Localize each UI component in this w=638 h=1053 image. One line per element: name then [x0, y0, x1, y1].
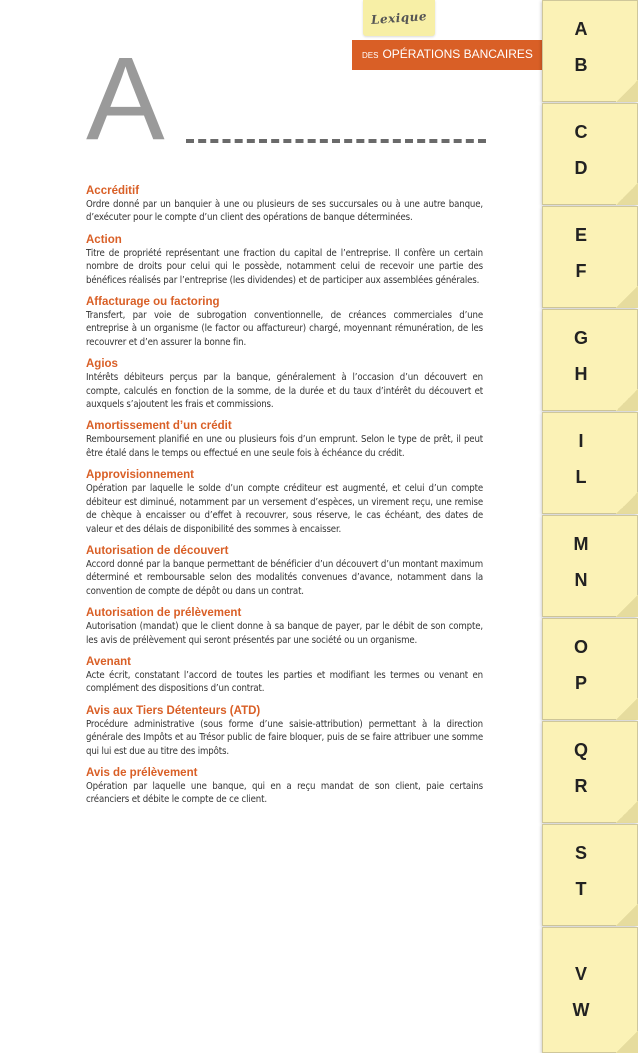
index-letter[interactable]: I — [578, 431, 584, 451]
glossary-entry — [86, 606, 483, 647]
glossary-entry — [86, 655, 483, 696]
entry-term: Avis aux Tiers Détenteurs (ATD) — [86, 704, 261, 717]
entry-term: Amortissement d’un crédit — [86, 420, 232, 433]
section-banner — [352, 40, 542, 70]
index-letter[interactable]: D — [574, 158, 588, 178]
entry-term: Agios — [86, 358, 118, 371]
index-letter[interactable]: L — [575, 467, 587, 487]
glossary-entries — [86, 184, 483, 815]
index-letter[interactable]: W — [572, 1000, 590, 1020]
glossary-entry — [86, 704, 483, 758]
index-tab-cd[interactable] — [542, 103, 638, 205]
index-letter[interactable]: G — [573, 328, 588, 348]
glossary-entry — [86, 233, 483, 287]
glossary-entry — [86, 766, 483, 807]
entry-definition: Transfert, par voie de subrogation conventionnelle, de créances commerciales d’une entreprise à un organisme (le factor ou affactureur) chargé, moyennant rémunération, de les recouvrer et d’en assurer la bonne fin. — [86, 310, 483, 348]
index-letter[interactable]: T — [575, 879, 587, 899]
index-tab-mn[interactable] — [542, 515, 638, 617]
entry-definition: Ordre donné par un banquier à une ou plusieurs de ses succursales ou à une autre banque, d’exécuter pour le compte d’un client des opérations de banque déterminées. — [86, 199, 483, 224]
index-tab-qr[interactable] — [542, 721, 638, 823]
entry-definition: Opération par laquelle le solde d’un compte créditeur est augmenté, et celui d’un compte débiteur est diminué, notamment par un versement d’espèces, un virement reçu, une remise de chèque à encaisser ou d’effet à recouvrer, sous réserve, le cas échéant, des dates de valeur et des délais de disponibilité des sommes à encaisser. — [86, 483, 483, 535]
entry-term: Autorisation de découvert — [86, 544, 229, 557]
section-banner-text — [362, 47, 533, 61]
index-letter[interactable]: M — [573, 534, 589, 554]
index-letter[interactable]: F — [575, 261, 587, 281]
index-tab-ab[interactable] — [542, 0, 638, 102]
entry-term: Avenant — [86, 655, 131, 668]
dashed-divider — [186, 139, 486, 143]
index-letter[interactable]: O — [573, 637, 588, 657]
glossary-entry — [86, 544, 483, 598]
index-letter[interactable]: N — [574, 570, 588, 590]
entry-definition: Opération par laquelle une banque, qui en a reçu mandat de son client, paie certains créanciers et débite le compte de ce client. — [86, 780, 483, 806]
entry-term: Action — [86, 233, 122, 246]
index-letter[interactable]: A — [574, 19, 588, 39]
index-tab-vw[interactable] — [542, 927, 638, 1053]
index-tab-st[interactable] — [542, 824, 638, 926]
entry-term: Approvisionnement — [86, 469, 194, 482]
glossary-entry — [86, 468, 483, 536]
glossary-entry — [86, 184, 483, 225]
index-letter[interactable]: B — [574, 55, 588, 75]
section-letter: A — [86, 33, 165, 165]
index-letter[interactable]: V — [574, 964, 587, 984]
index-letter[interactable]: E — [574, 225, 587, 245]
index-tab-ef[interactable] — [542, 206, 638, 308]
index-tab-gh[interactable] — [542, 309, 638, 411]
entry-definition: Procédure administrative (sous forme d’une saisie-attribution) permettant à la direction générale des Impôts et au Trésor public de faire bloquer, puis de se faire attribuer une somme qui lui est due au titre des impôts. — [86, 718, 483, 757]
lexique-tab — [363, 0, 435, 36]
entry-term: Affacturage ou factoring — [86, 296, 220, 309]
glossary-entry — [86, 295, 483, 349]
entry-definition: Remboursement planifié en une ou plusieurs fois d’un emprunt. Selon le type de prêt, il peut être étalé dans le temps ou effectué en une seule fois à échéance du crédit. — [86, 434, 483, 459]
entry-term: Avis de prélèvement — [86, 766, 198, 779]
index-letter[interactable]: S — [574, 843, 587, 863]
entry-definition: Intérêts débiteurs perçus par la banque, généralement à l’occasion d’un découvert en compte, calculés en fonction de la somme, de la durée et du taux d’intérêt du découvert et auxquels s’ajoutent les frais et commissions. — [86, 372, 483, 411]
banner-title: OPÉRATIONS BANCAIRES — [382, 47, 533, 61]
entry-term: Autorisation de prélèvement — [86, 607, 242, 620]
index-letter[interactable]: Q — [573, 740, 588, 760]
glossary-entry — [86, 357, 483, 411]
index-tab-il[interactable] — [542, 412, 638, 514]
index-letter[interactable]: H — [574, 364, 588, 384]
banner-prefix: DES — [362, 51, 379, 60]
entry-definition: Acte écrit, constatant l’accord de toutes les parties et modifiant les termes ou venant en complément des dispositions d’un contrat. — [86, 669, 483, 695]
index-tab-op[interactable] — [542, 618, 638, 720]
index-letter[interactable]: C — [574, 122, 588, 142]
index-letter[interactable]: P — [574, 673, 587, 693]
alphabet-index — [542, 0, 638, 1053]
glossary-entry — [86, 419, 483, 460]
entry-definition: Autorisation (mandat) que le client donne à sa banque de payer, par le débit de son compte, les avis de prélèvement qui seront présentés par une société ou un organisme. — [86, 621, 483, 646]
entry-definition: Titre de propriété représentant une fraction du capital de l’entreprise. Il confère un certain nombre de droits pour celui qui le possède, notamment celui de recevoir une partie des bénéfices réalisés par l’entreprise (les dividendes) et de participer aux assemblées générales. — [86, 247, 483, 286]
lexique-label: Lexique — [370, 9, 428, 27]
entry-term: Accréditif — [86, 185, 140, 197]
index-letter[interactable]: R — [574, 776, 588, 796]
entry-definition: Accord donné par la banque permettant de bénéficier d’un découvert d’un montant maximum déterminé et remboursable selon des modalités convenues d’avance, notamment dans la convention de compte de dépôt ou dans un contrat. — [86, 558, 483, 597]
